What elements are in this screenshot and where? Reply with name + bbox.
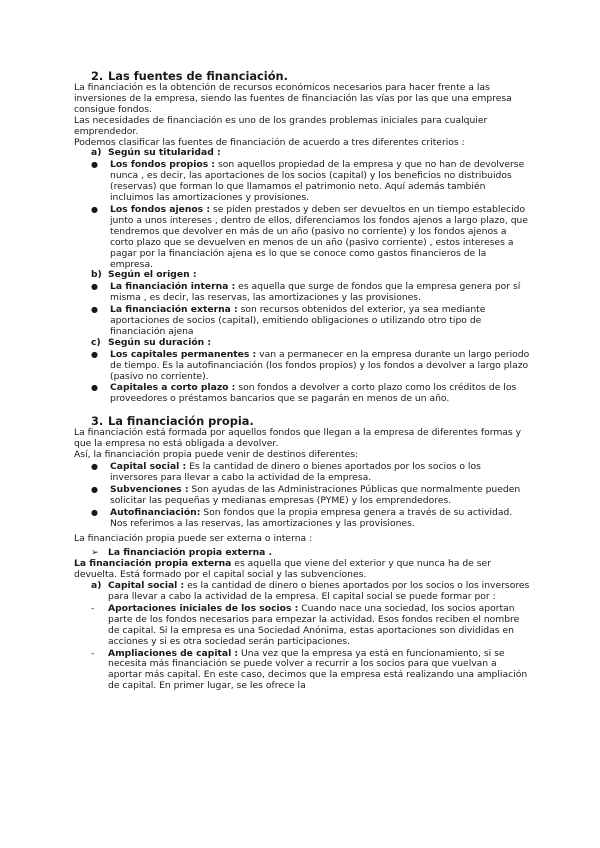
- definition: Cuando nace una sociedad, los socios aportan parte de los fondos necesarios para empezar la actividad. Esos fondos reciben el nombre de capital. Si la empresa es una Sociedad Anónima, estas aportaciones son divididas en acciones y si es otra sociedad serán participaciones.: [108, 602, 520, 647]
- paragraph: La financiación es la obtención de recursos económicos necesarios para hacer frente a las inversiones de la empresa, siendo las fuentes de financiación las vías por las que una empresa consigue fondos.: [74, 82, 512, 115]
- list-letter: a): [91, 147, 102, 159]
- list-item: [74, 581, 530, 603]
- bullet-icon: ●: [91, 484, 98, 494]
- bullet-icon: ●: [91, 160, 98, 170]
- definition: Es la cantidad de dinero o bienes aportados por los socios o los inversores para llevar a cabo la actividad de la empresa.: [110, 461, 481, 483]
- definition: es la cantidad de dinero o bienes aportados por los socios o los inversores para llevar a cabo la actividad de la empresa. El capital social se puede formar por :: [108, 580, 530, 602]
- criterion-heading: [74, 148, 530, 159]
- bullet-icon: ●: [91, 349, 98, 359]
- term: Los capitales permanentes :: [110, 348, 257, 360]
- criterion-heading: [74, 270, 530, 281]
- term: La financiación interna :: [110, 281, 236, 293]
- term: Aportaciones iniciales de los socios :: [108, 602, 299, 614]
- section-number: 2.: [91, 69, 104, 83]
- definition: es aquella que viene del exterior y que nunca ha de ser devuelta. Está formado por el capital social y las subvenciones.: [74, 558, 491, 581]
- paragraph: Así, la financiación propia puede venir de destinos diferentes:: [74, 449, 359, 461]
- list-item: [74, 350, 530, 383]
- term: Capitales a corto plazo :: [110, 382, 236, 394]
- list-item: [74, 649, 530, 693]
- paragraph: La financiación propia puede ser externa o interna :: [74, 533, 313, 545]
- arrow-bullet-icon: ➢: [91, 547, 99, 559]
- term: Capital social :: [110, 461, 187, 472]
- list-item: [74, 305, 530, 338]
- bullet-icon: ●: [91, 204, 98, 214]
- bullet-icon: ●: [91, 507, 98, 517]
- term: La financiación propia externa: [74, 558, 232, 570]
- list-letter: a): [91, 580, 102, 592]
- bullet-icon: ●: [91, 462, 98, 471]
- list-item: [74, 485, 530, 507]
- definition: van a permanecer en la empresa durante un largo periodo de tiempo. Es la autofinanciación (los fondos propios) y los fondos a devolver a largo plazo (pasivo no corriente).: [110, 348, 530, 382]
- list-item: [74, 383, 530, 405]
- definition: son recursos obtenidos del exterior, ya sea mediante aportaciones de socios (capital), emitiendo obligaciones o utilizando otro tipo de financiación ajena: [110, 304, 486, 337]
- section-title: La financiación propia.: [108, 414, 254, 429]
- list-item: [74, 508, 530, 530]
- list-item: [74, 160, 530, 204]
- term: Capital social :: [108, 580, 185, 592]
- term: La financiación externa :: [110, 304, 238, 316]
- section-title: Las fuentes de financiación.: [108, 69, 288, 83]
- list-item: [74, 282, 530, 304]
- criterion-label: Según su titularidad :: [108, 147, 221, 159]
- term: Los fondos ajenos :: [110, 203, 211, 215]
- dash-bullet-icon: -: [91, 602, 95, 614]
- list-item: [74, 604, 530, 648]
- document-page: [74, 70, 530, 692]
- term: Subvenciones :: [110, 483, 189, 495]
- definition: Son fondos que la propia empresa genera a través de su actividad. Nos referimos a las reservas, las amortizaciones y las provisiones.: [110, 506, 513, 529]
- bullet-icon: ●: [91, 305, 98, 315]
- list-letter: b): [91, 269, 102, 281]
- term: Autofinanciación:: [110, 506, 201, 518]
- section-number: 3.: [91, 414, 104, 429]
- list-item: [74, 462, 530, 484]
- criterion-label: Según su duración :: [108, 336, 212, 348]
- term: Ampliaciones de capital :: [108, 647, 239, 659]
- definition: Una vez que la empresa ya está en funcionamiento, si se necesita más financiación se puede volver a recurrir a los socios para que vuelvan a aportar más capital. En este caso, decimos que la empresa está realizando una ampliación de capital. En primer lugar, se les ofrece la: [108, 647, 528, 692]
- definition: son aquellos propiedad de la empresa y que no han de devolverse nunca , es decir, las aportaciones de los socios (capital) y los beneficios no distribuidos (reservas) que forman lo que llamamos el patrimonio neto. Aquí además también incluimos las amortizaciones y provisiones.: [110, 159, 525, 204]
- dash-bullet-icon: -: [91, 647, 95, 659]
- definition: se piden prestados y deben ser devueltos en un tiempo establecido junto a unos intereses , dentro de ellos, diferenciamos los fondos ajenos a largo plazo, que tendremos que devolver en más de un año (pasivo no corriente) y los fondos ajenos a corto plazo que se devuelven en menos de un año (pasivo corriente) , estos intereses a pagar por la financiación ajena es lo que se conoce como gastos financieros de la empresa.: [110, 203, 529, 270]
- subsection-title: La financiación propia externa .: [108, 547, 273, 559]
- subsection-heading: [74, 548, 530, 559]
- bullet-icon: ●: [91, 282, 98, 292]
- definition: es aquella que surge de fondos que la empresa genera por sí misma , es decir, las reservas, las amortizaciones y las provisiones.: [110, 281, 521, 304]
- paragraph: La financiación está formada por aquellos fondos que llegan a la empresa de diferentes formas y que la empresa no está obligada a devolver.: [74, 427, 522, 450]
- definition: Son ayudas de las Administraciones Públicas que normalmente pueden solicitar las pequeñas y medianas empresas (PYME) y los emprendedores.: [110, 483, 521, 506]
- list-item: [74, 205, 530, 270]
- criterion-label: Según el origen :: [108, 269, 197, 281]
- bullet-icon: ●: [91, 383, 98, 393]
- paragraph: [74, 559, 530, 581]
- list-letter: c): [91, 336, 101, 348]
- definition: son fondos a devolver a corto plazo como los créditos de los proveedores o préstamos bancarios que se pagarán en menos de un año.: [110, 382, 517, 405]
- paragraph: Podemos clasificar las fuentes de financiación de acuerdo a tres diferentes criterios :: [74, 136, 465, 148]
- paragraph: Las necesidades de financiación es uno de los grandes problemas iniciales para cualquier emprendedor.: [74, 114, 488, 137]
- criterion-heading: [74, 338, 530, 349]
- term: Los fondos propios :: [110, 159, 216, 171]
